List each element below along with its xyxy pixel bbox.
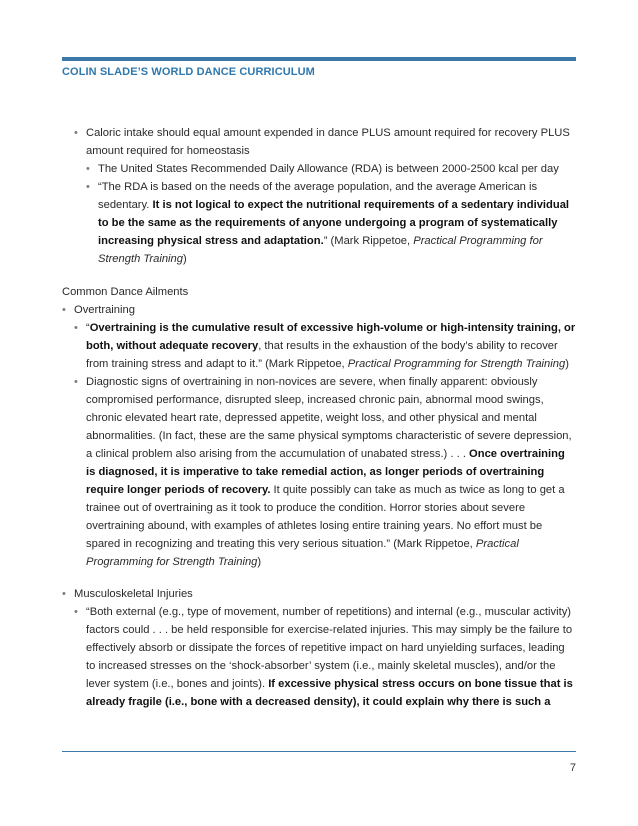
bullet-icon: • [74, 322, 78, 334]
definition-after: , that results in the exhaustion of the body’s ability to recover from training stress and adapt to it.” (Mark Rippetoe, [86, 340, 558, 370]
bullet-overtraining-diagnostic [62, 373, 576, 571]
rda-quote-lead: “The RDA is based on the needs of the average population, and the average American is sedentary. [98, 181, 538, 211]
bullet-caloric-intake [62, 124, 576, 160]
header-rule [62, 57, 576, 61]
page-number: 7 [569, 762, 576, 774]
bullet-icon: • [62, 588, 66, 600]
diagnostic-lead: Diagnostic signs of overtraining in non-novices are severe, when finally apparent: obviously compromised performance, disrupted sleep, increased chronic pain, abnormal mood swings, chronic elevated heart rate, depressed appetite, weight loss, and other physical and mental abnormalities. (In fact, these are the same physical symptoms characteristic of severe depression, a clinical problem also arising from the accumulation of unabated stress.) . . . [86, 376, 572, 460]
injuries-quote-bold: If excessive physical stress occurs on bone tissue that is already fragile (i.e., bone with a decreased density), it could explain why there is such a [86, 678, 573, 708]
bullet-rda-quote [62, 178, 576, 268]
bullet-rda-range [62, 160, 576, 178]
definition-source: Practical Programming for Strength Training [347, 358, 566, 370]
bullet-overtraining-definition [62, 319, 576, 373]
rda-quote-source: Practical Programming for Strength Training [98, 235, 543, 265]
rda-quote-bold: It is not logical to expect the nutritional requirements of a sedentary individual to be the same as the requirements of anyone undergoing a program of systematically increasing physical stress and adaptation. [98, 199, 570, 247]
bullet-icon: • [62, 304, 66, 316]
injuries-label: Musculoskeletal Injuries [74, 588, 193, 600]
overtraining-label: Overtraining [74, 304, 135, 316]
bullet-icon: • [74, 127, 78, 139]
definition-close: ) [565, 358, 569, 370]
diagnostic-after: It quite possibly can take as much as twice as long to get a trainee out of overtraining as it took to produce the condition. Horror stories about severe overtraining abound, with examples of athletes losing entire training years. No effort must be spared in recognizing and treating this very serious situation.” (Mark Rippetoe, [86, 484, 565, 550]
bullet-injuries-quote [62, 603, 576, 711]
page-content [62, 124, 576, 711]
rda-quote-after: ” (Mark Rippetoe, [323, 235, 414, 247]
diagnostic-close: ) [257, 556, 262, 568]
bullet-icon: • [86, 181, 90, 193]
footer-rule [62, 751, 576, 752]
bullet-overtraining [62, 301, 576, 319]
injuries-quote-lead: “Both external (e.g., type of movement, number of repetitions) and internal (e.g., muscular activity) factors could . . . be held responsible for exercise-related injuries. This may simply be the failure to effectively absorb or dissipate the forces of repetitive impact on hard unyielding surfaces, leading to increased stresses on the ‘shock-absorber’ system (i.e., mainly skeletal muscles), and/or the lever system (i.e., bones and joints). [86, 606, 573, 690]
definition-open: “ [86, 322, 90, 334]
running-header: COLIN SLADE’S WORLD DANCE CURRICULUM [62, 66, 315, 78]
bullet-icon: • [86, 163, 90, 175]
section-heading: Common Dance Ailments [62, 286, 189, 298]
bullet-injuries [62, 585, 576, 603]
bullet-icon: • [74, 376, 78, 388]
definition-bold: Overtraining is the cumulative result of excessive high-volume or high-intensity training, or both, without adequate recovery [86, 322, 576, 352]
caloric-intake-text: Caloric intake should equal amount expended in dance PLUS amount required for recovery PLUS amount required for homeostasis [86, 127, 570, 157]
rda-quote-close: ) [183, 253, 187, 265]
diagnostic-source: Practical Programming for Strength Training [86, 538, 519, 568]
diagnostic-bold: Once overtraining is diagnosed, it is imperative to take remedial action, as longer periods of overtraining require longer periods of recovery. [86, 448, 565, 496]
bullet-icon: • [74, 606, 78, 618]
rda-range-text: The United States Recommended Daily Allowance (RDA) is between 2000-2500 kcal per day [98, 163, 559, 175]
